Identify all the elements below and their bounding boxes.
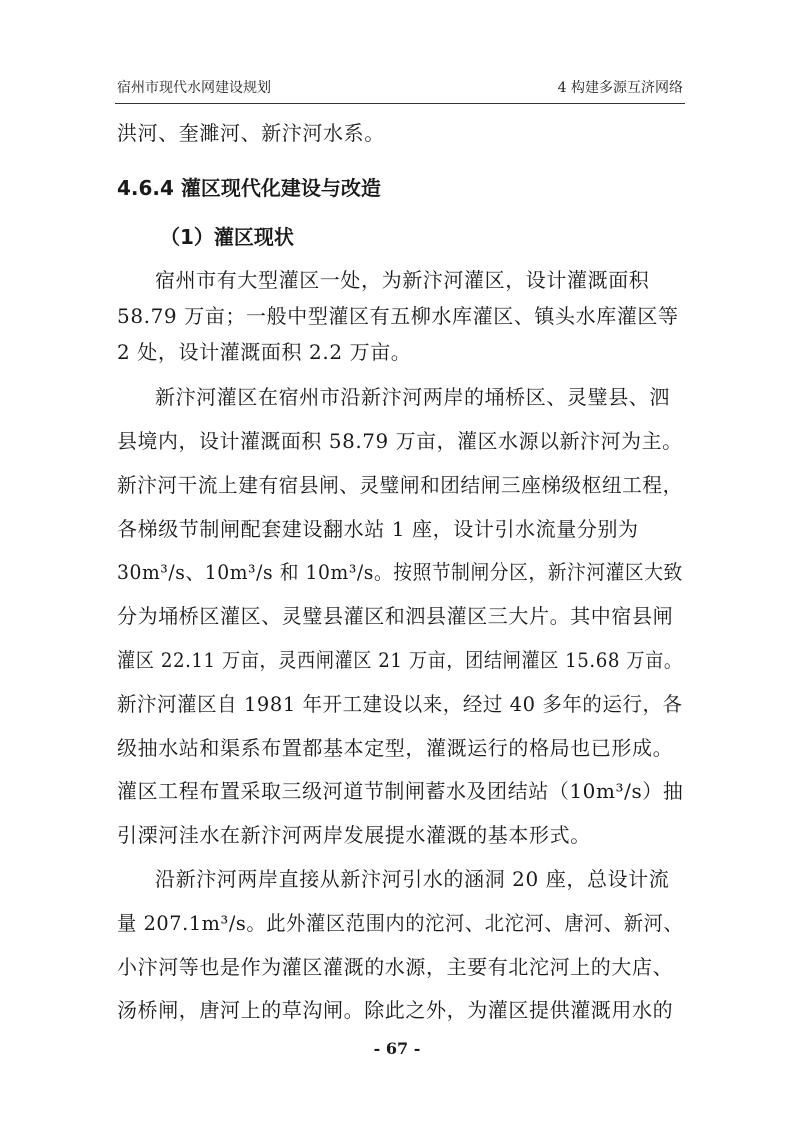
body-line: 各梯级节制闸配套建设翻水站 1 座，设计引水流量分别为 (117, 517, 639, 541)
header-document-title: 宿州市现代水网建设规划 (117, 80, 271, 96)
body-line: 量 207.1m³/s。此外灌区范围内的沱河、北沱河、唐河、新河、 (117, 911, 684, 935)
body-line: 县境内，设计灌溉面积 58.79 万亩，灌区水源以新汴河为主。 (117, 429, 683, 453)
running-header (117, 78, 683, 100)
body-line: 2 处，设计灌溉面积 2.2 万亩。 (117, 340, 412, 364)
body-line: 级抽水站和渠系布置都基本定型，灌溉运行的格局也已形成。 (117, 736, 674, 760)
subsection-heading: （1）灌区现状 (160, 225, 294, 249)
body-line: 新汴河灌区自 1981 年开工建设以来，经过 40 多年的运行，各 (117, 692, 683, 716)
body-line: 58.79 万亩；一般中型灌区有五柳水库灌区、镇头水库灌区等 (117, 304, 679, 328)
body-line: 分为埇桥区灌区、灵璧县灌区和泗县灌区三大片。其中宿县闸 (117, 604, 674, 628)
section-heading: 4.6.4 灌区现代化建设与改造 (117, 176, 381, 200)
body-line: 新汴河干流上建有宿县闸、灵璧闸和团结闸三座梯级枢纽工程， (117, 473, 683, 497)
body-line: 30m³/s、10m³/s 和 10m³/s。按照节制闸分区，新汴河灌区大致 (117, 560, 683, 584)
continuation-paragraph: 洪河、奎濉河、新汴河水系。 (117, 121, 385, 145)
body-line: 宿州市有大型灌区一处，为新汴河灌区，设计灌溉面积 (155, 268, 650, 292)
body-line: 灌区工程布置采取三级河道节制闸蓄水及团结站（10m³/s）抽 (117, 779, 684, 803)
body-line: 汤桥闸，唐河上的草沟闸。除此之外，为灌区提供灌溉用水的 (117, 998, 674, 1022)
page-number: - 67 - (373, 1039, 421, 1058)
body-line: 沿新汴河两岸直接从新汴河引水的涵洞 20 座，总设计流 (155, 867, 670, 891)
body-line: 引溧河洼水在新汴河两岸发展提水灌溉的基本形式。 (117, 823, 591, 847)
header-chapter-title: 4 构建多源互济网络 (557, 80, 683, 96)
header-divider (115, 103, 685, 104)
body-line: 小汴河等也是作为灌区灌溉的水源，主要有北沱河上的大店、 (117, 955, 674, 979)
body-line: 灌区 22.11 万亩，灵西闸灌区 21 万亩，团结闸灌区 15.68 万亩。 (117, 648, 683, 672)
body-line: 新汴河灌区在宿州市沿新汴河两岸的埇桥区、灵璧县、泗 (155, 385, 670, 409)
